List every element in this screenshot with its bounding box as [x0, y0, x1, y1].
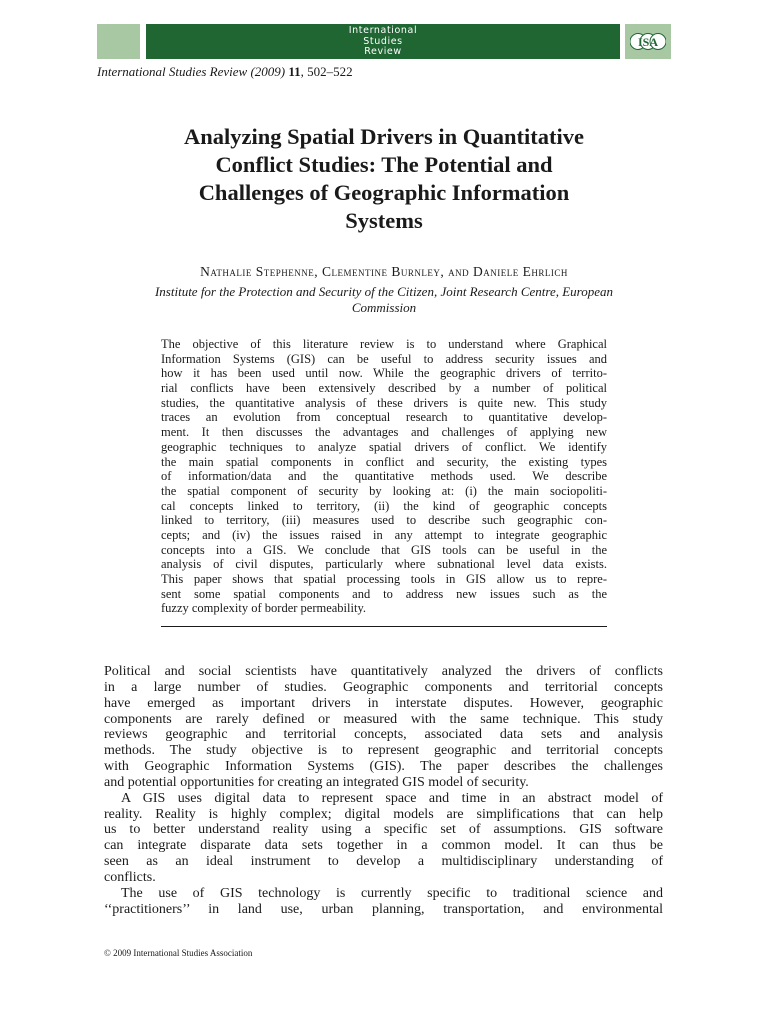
abstract-line: of information/data and the quantitative methods used. We describe	[161, 469, 607, 484]
body-line: reality. Reality is highly complex; digital models are simplifications that can help	[104, 806, 663, 822]
title-line: Conflict Studies: The Potential and	[215, 152, 553, 177]
isa-logo-text: ISA	[637, 35, 659, 49]
paper-title	[97, 123, 671, 235]
citation-line	[97, 64, 353, 80]
abstract-line: linked to territory, (iii) measures used to describe such geographic con-	[161, 513, 607, 528]
isa-logo	[630, 29, 666, 54]
body-line: seen as an ideal instrument to develop a multidisciplinary understanding of	[104, 854, 663, 870]
affiliation-line: Commission	[351, 300, 417, 315]
abstract-line: concepts into a GIS. We conclude that GIS tools can be useful in the	[161, 542, 607, 557]
body-text	[104, 664, 663, 918]
body-line: us to better understand reality using a specific set of assumptions. GIS software	[104, 822, 663, 838]
citation-pages: , 502–522	[300, 64, 353, 79]
abstract-line: sent some spatial components and to address new issues such as the	[161, 586, 607, 601]
body-line: methods. The study objective is to represent geographic and territorial concepts	[104, 743, 663, 759]
abstract-line: the spatial component of security by looking at: (i) the main sociopoliti-	[161, 483, 607, 498]
body-line: have emerged as important drivers in interstate disputes. However, geographic	[104, 695, 663, 711]
copyright-footer: © 2009 International Studies Association	[104, 948, 253, 958]
title-line: Analyzing Spatial Drivers in Quantitative	[183, 124, 584, 149]
journal-name-line: Review	[364, 46, 402, 57]
abstract-line: ment. It then discusses the advantages and challenges of applying new	[161, 425, 607, 440]
body-line: Political and social scientists have quantitatively analyzed the drivers of conflicts	[104, 664, 663, 679]
body-line: reviews geographic and territorial concepts, associated data sets and analysis	[104, 727, 663, 743]
body-line: and potential opportunities for creating an integrated GIS model of security.	[104, 774, 529, 790]
citation-year: (2009)	[250, 64, 286, 79]
abstract-line: traces an evolution from conceptual research to quantitative develop-	[161, 410, 607, 425]
journal-name-line: Studies	[363, 35, 403, 47]
title-line: Challenges of Geographic Information	[198, 180, 570, 205]
abstract-line: rial conflicts have been extensively described by a number of political	[161, 381, 607, 396]
abstract-line: cepts; and (iv) the issues raised in any attempt to integrate geographic	[161, 527, 607, 542]
abstract-line: Information Systems (GIS) can be useful to address security issues and	[161, 351, 607, 366]
abstract	[161, 337, 607, 616]
citation-volume: 11	[288, 64, 301, 79]
abstract-line: cal concepts linked to territory, (ii) the kind of geographic concepts	[161, 498, 607, 513]
abstract-line: how it has been used until now. While the geographic drivers of territo-	[161, 366, 607, 381]
body-line: A GIS uses digital data to represent space and time in an abstract model of	[121, 790, 663, 806]
abstract-line: analysis of civil disputes, particularly where subnational level data exists.	[161, 557, 607, 572]
body-line: The use of GIS technology is currently specific to traditional science and	[121, 885, 663, 901]
author-list: Nathalie Stephenne, Clementine Burnley, and Daniele Ehrlich	[200, 264, 568, 279]
body-line: components are rarely defined or measured with the same technique. This study	[104, 711, 663, 727]
abstract-line: studies, the quantitative analysis of these drivers is quite new. This study	[161, 395, 607, 410]
affiliation-line: Institute for the Protection and Security of the Citizen, Joint Research Centre, European	[154, 284, 614, 299]
body-line: conflicts.	[104, 869, 156, 885]
citation-journal: International Studies Review	[97, 64, 248, 79]
header-left-block	[97, 24, 140, 59]
title-line: Systems	[345, 208, 423, 233]
body-line: with Geographic Information Systems (GIS). The paper describes the challenges	[104, 759, 663, 775]
abstract-divider	[161, 626, 607, 627]
body-line: ‘‘practitioners’’ in land use, urban planning, transportation, and environmental	[104, 901, 663, 917]
abstract-line: The objective of this literature review is to understand where Graphical	[161, 337, 607, 351]
body-line: in a large number of studies. Geographic components and territorial concepts	[104, 679, 663, 695]
body-line: can integrate disparate data sets together in a common model. It can thus be	[104, 838, 663, 854]
journal-name-line: International	[348, 25, 418, 36]
abstract-line: fuzzy complexity of border permeability.	[161, 601, 367, 616]
abstract-line: the main spatial components in conflict and security, the existing types	[161, 454, 607, 469]
affiliation	[97, 284, 671, 316]
abstract-line: geographic techniques to analyze spatial drivers of conflict. We identify	[161, 439, 607, 454]
abstract-line: This paper shows that spatial processing tools in GIS allow us to repre-	[161, 572, 607, 586]
journal-header-bar	[146, 24, 620, 59]
